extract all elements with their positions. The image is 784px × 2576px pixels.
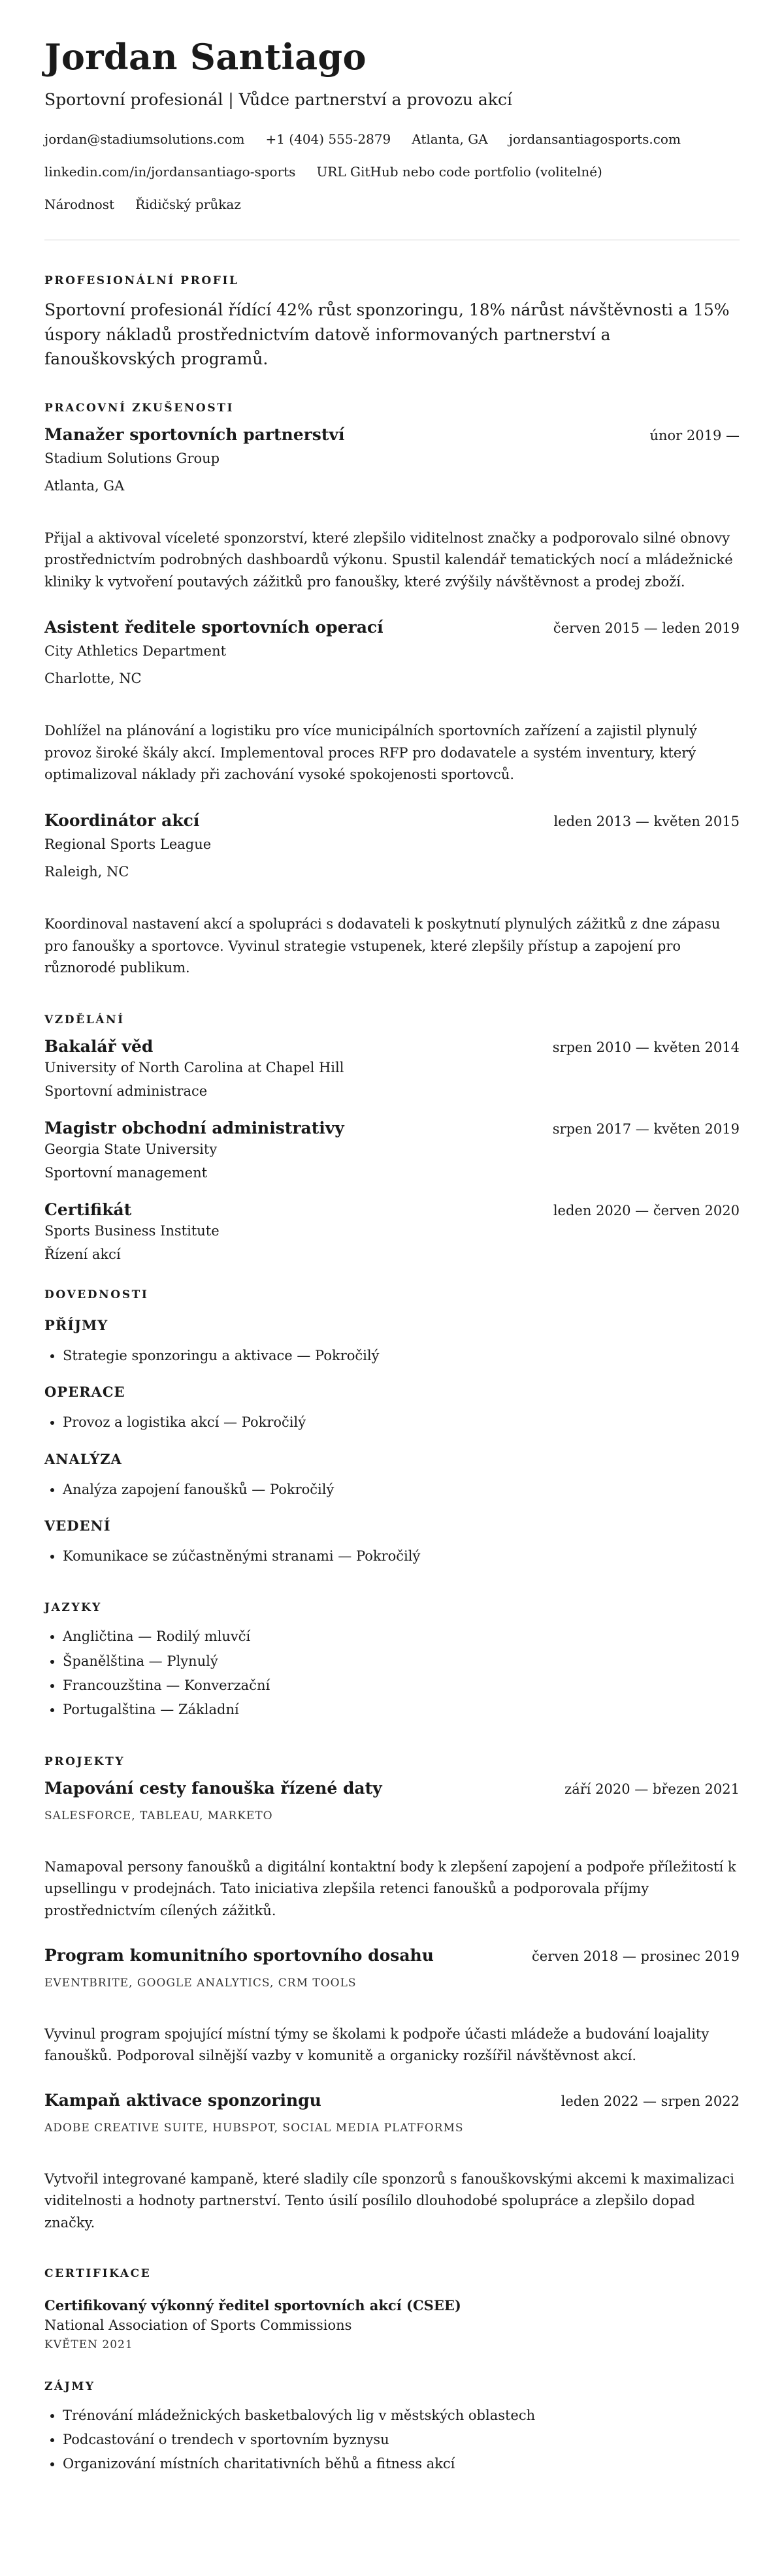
job-date: leden 2013 — květen 2015	[553, 814, 740, 830]
list-item: • Angličtina — Rodilý mluvčí	[63, 1625, 740, 1649]
degree: Bakalář věd	[44, 1036, 154, 1056]
job-org: Regional Sports League	[44, 836, 212, 853]
list-item: • Komunikace se zúčastněnými stranami — Pokročilý	[63, 1544, 740, 1568]
list-item: • Provoz a logistika akcí — Pokročilý	[63, 1410, 740, 1435]
school: University of North Carolina at Chapel Hill	[44, 1059, 344, 1075]
contact-row-2	[44, 164, 740, 180]
experience-section	[44, 402, 740, 979]
field-of-study: Sportovní administrace	[44, 1083, 208, 1099]
school: Georgia State University	[44, 1141, 218, 1157]
job-entry	[44, 811, 740, 979]
job-entry	[44, 618, 740, 786]
job-location: Charlotte, NC	[44, 671, 142, 687]
interest-list	[44, 2404, 740, 2477]
contact-row-3	[44, 197, 740, 212]
website-link[interactable]: jordansantiagosports.com	[508, 131, 681, 147]
project-name: Kampaň aktivace sponzoringu	[44, 2090, 321, 2110]
education-date: srpen 2010 — květen 2014	[552, 1039, 740, 1055]
languages-section	[44, 1601, 740, 1723]
list-item: • Strategie sponzoringu a aktivace — Pokročilý	[63, 1344, 740, 1368]
project-tech: ADOBE CREATIVE SUITE, HUBSPOT, SOCIAL MEDIA PLATFORMS	[44, 2121, 464, 2135]
list-item: • Španělština — Plynulý	[63, 1649, 740, 1674]
section-title: PRACOVNÍ ZKUŠENOSTI	[44, 401, 235, 415]
section-title: JAZYKY	[44, 1601, 102, 1615]
project-description: Namapoval persony fanoušků a digitální kontaktní body k zlepšení zapojení a podpoře příležitostí k upsellingu v prodejnách. Tato iniciativa zlepšila retenci fanoušků a podporovala příjmy prostřednictvím cílených zážitků.	[44, 1858, 736, 1919]
phone-number[interactable]: +1 (404) 555-2879	[265, 131, 391, 147]
section-title: CERTIFIKACE	[44, 2266, 152, 2280]
project-date: červen 2018 — prosinec 2019	[532, 1948, 740, 1964]
certification-entry	[44, 2297, 740, 2351]
list-item: • Organizování místních charitativních běhů a fitness akcí	[63, 2452, 740, 2476]
project-name: Program komunitního sportovního dosahu	[44, 1945, 434, 1965]
skill-category: OPERACE	[44, 1384, 125, 1401]
degree: Magistr obchodní administrativy	[44, 1118, 344, 1137]
linkedin-link[interactable]: linkedin.com/in/jordansantiago-sports	[44, 164, 296, 180]
list-item: • Podcastování o trendech v sportovním byznysu	[63, 2428, 740, 2452]
job-description: Dohlížel na plánování a logistiku pro více municipálních sportovních zařízení a zajistil plynulý provoz široké škály akcí. Implementoval proces RFP pro dodavatele a systém inventury, který optimalizoval náklady při zachování vysoké spokojenosti sportovců.	[44, 723, 697, 783]
education-entry	[44, 1037, 740, 1099]
headline: Sportovní profesionál | Vůdce partnerství a provozu akcí	[44, 90, 512, 109]
skill-category: VEDENÍ	[44, 1517, 111, 1534]
certification-issuer: National Association of Sports Commissions	[44, 2317, 352, 2333]
certifications-section	[44, 2267, 740, 2351]
job-date: únor 2019 —	[649, 427, 740, 443]
job-entry	[44, 425, 740, 594]
project-description: Vyvinul program spojující místní týmy se školami k podpoře účasti mládeže a budování loajality fanoušků. Podporoval silnější vazby v komunitě a organicky rozšířil návštěvnost akcí.	[44, 2026, 710, 2064]
project-tech: SALESFORCE, TABLEAU, MARKETO	[44, 1809, 273, 1822]
list-item: • Trénování mládežnických basketbalových lig v městských oblastech	[63, 2404, 740, 2428]
portfolio-link[interactable]: URL GitHub nebo code portfolio (volitelné)	[316, 164, 602, 180]
profile-section	[44, 274, 740, 372]
field-of-study: Řízení akcí	[44, 1246, 121, 1262]
job-role: Manažer sportovních partnerství	[44, 424, 345, 444]
project-date: leden 2022 — srpen 2022	[561, 2093, 740, 2109]
nationality: Národnost	[44, 197, 115, 212]
list-item: • Portugalština — Základní	[63, 1698, 740, 1722]
degree: Certifikát	[44, 1200, 132, 1219]
skills-section	[44, 1288, 740, 1569]
section-title: PROFESIONÁLNÍ PROFIL	[44, 274, 239, 287]
project-entry	[44, 1779, 740, 1922]
skill-category: ANALÝZA	[44, 1450, 122, 1467]
education-entry	[44, 1119, 740, 1181]
job-location: Atlanta, GA	[44, 477, 125, 494]
skill-category: PŘÍJMY	[44, 1316, 108, 1333]
project-name: Mapování cesty fanouška řízené daty	[44, 1778, 382, 1798]
education-date: leden 2020 — červen 2020	[553, 1202, 740, 1218]
certification-name: Certifikovaný výkonný ředitel sportovních akcí (CSEE)	[44, 2297, 461, 2314]
list-item: • Analýza zapojení fanoušků — Pokročilý	[63, 1478, 740, 1502]
section-title: DOVEDNOSTI	[44, 1288, 149, 1301]
profile-summary: Sportovní profesionál řídící 42% růst sponzoringu, 18% nárůst návštěvnosti a 15% úspory nákladů prostřednictvím datově informovaných partnerství a fanouškovských programů.	[44, 300, 730, 368]
project-date: září 2020 — březen 2021	[564, 1781, 740, 1797]
section-title: ZÁJMY	[44, 2379, 95, 2393]
job-role: Asistent ředitele sportovních operací	[44, 618, 384, 637]
job-description: Přijal a aktivoval víceleté sponzorství, které zlepšilo viditelnost značky a podporovalo silné obnovy prostřednictvím podrobných dashboardů výkonu. Spustil kalendář tematických nocí a mládežnické kliniky k vytvoření poutavých zážitků pro fanoušky, které zvýšily návštěvnost a prodej zboží.	[44, 530, 733, 590]
job-org: Stadium Solutions Group	[44, 450, 220, 466]
contact-row-1	[44, 131, 740, 147]
section-title: PROJEKTY	[44, 1755, 125, 1768]
resume-header	[44, 36, 740, 212]
interests-section	[44, 2380, 740, 2477]
skill-list	[44, 1410, 740, 1435]
education-entry	[44, 1200, 740, 1262]
school: Sports Business Institute	[44, 1222, 220, 1239]
skill-list	[44, 1544, 740, 1568]
driving-license: Řidičský průkaz	[135, 197, 241, 212]
job-org: City Athletics Department	[44, 643, 227, 660]
job-role: Koordinátor akcí	[44, 811, 200, 831]
job-description: Koordinoval nastavení akcí a spolupráci s dodavateli k poskytnutí plynulých zážitků z dne zápasu pro fanoušky a sportovce. Vyvinul strategie vstupenek, které zlepšily přístup a zapojení pro různorodé publikum.	[44, 916, 721, 976]
language-list	[44, 1625, 740, 1723]
candidate-name: Jordan Santiago	[44, 36, 367, 78]
education-section	[44, 1013, 740, 1262]
project-entry	[44, 2091, 740, 2234]
job-date: červen 2015 — leden 2019	[553, 620, 740, 637]
email-link[interactable]: jordan@stadiumsolutions.com	[44, 131, 245, 147]
project-description: Vytvořil integrované kampaně, které sladily cíle sponzorů s fanouškovskými akcemi k maximalizaci viditelnosti a hodnoty partnerství. Tento úsilí posílilo dlouhodobé spolupráce a zlepšilo dopad značky.	[44, 2171, 734, 2231]
skill-list	[44, 1344, 740, 1368]
education-date: srpen 2017 — květen 2019	[552, 1121, 740, 1137]
project-tech: EVENTBRITE, GOOGLE ANALYTICS, CRM TOOLS	[44, 1976, 357, 1990]
projects-section	[44, 1755, 740, 2234]
job-location: Raleigh, NC	[44, 864, 129, 880]
field-of-study: Sportovní management	[44, 1164, 208, 1181]
skill-list	[44, 1478, 740, 1502]
certification-date: KVĚTEN 2021	[44, 2338, 133, 2351]
location: Atlanta, GA	[412, 131, 488, 147]
list-item: • Francouzština — Konverzační	[63, 1674, 740, 1698]
project-entry	[44, 1946, 740, 2067]
section-title: VZDĚLÁNÍ	[44, 1013, 125, 1026]
